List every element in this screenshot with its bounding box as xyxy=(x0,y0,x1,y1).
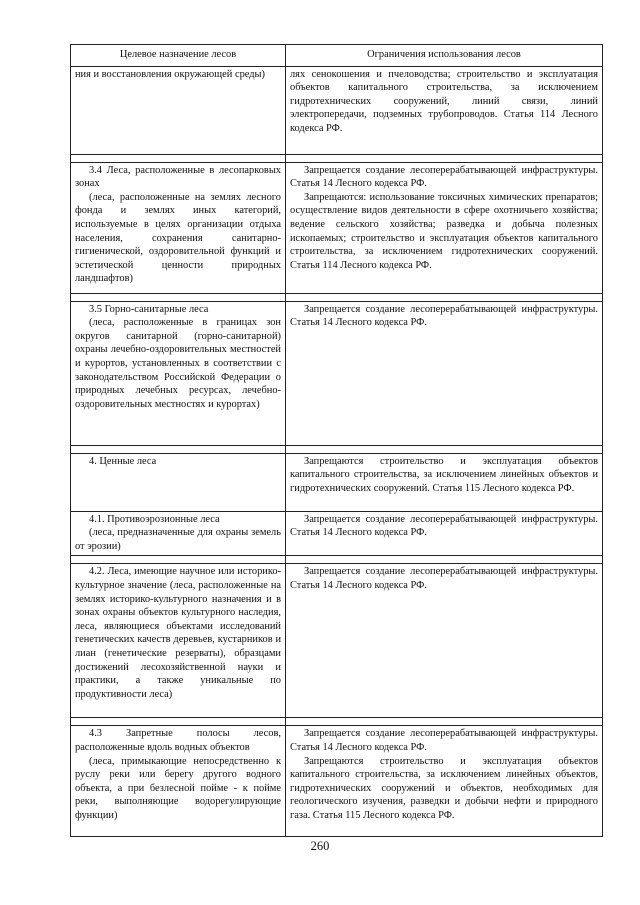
cell-heading: 4.1. Противоэрозионные леса xyxy=(89,513,220,525)
cell-purpose xyxy=(71,564,286,718)
cell-text: ния и восстановления окружающей среды) xyxy=(75,68,265,80)
cell-purpose xyxy=(71,453,286,511)
cell-restrictions xyxy=(286,301,603,445)
cell-text: Запрещаются строительство и эксплуатация объектов капитального строительства, за исключением линейных объектов и гидротехнических сооружений. Статья 115 Лесного кодекса РФ. xyxy=(290,455,598,494)
cell-purpose xyxy=(71,162,286,293)
table-row xyxy=(71,511,603,556)
cell-text: (леса, предназначенные для охраны земель от эрозии) xyxy=(75,527,281,552)
table-row xyxy=(71,66,603,154)
table-row xyxy=(71,162,603,293)
cell-text: лях сенокошения и пчеловодства; строительство и эксплуатация объектов капитального строительства, за исключением гидротехнических сооружений, линий связи, линий электропередачи, подземных трубопроводов. Статья 114 Лесного кодекса РФ. xyxy=(290,68,598,134)
cell-text: Запрещается создание лесоперерабатывающей инфраструктуры. Статья 14 Лесного кодекса РФ. xyxy=(290,728,598,753)
table-row xyxy=(71,726,603,837)
header-purpose: Целевое назначение лесов xyxy=(71,45,286,67)
cell-text: Запрещаются: использование токсичных химических препаратов; осуществление видов деятельности в сфере охотничьего хозяйства; ведение сельского хозяйства; разведка и добыча полезных ископаемых; строительство и эксплуатация объектов капитального строительства, за исключением гидротехнических сооружений. Статья 114 Лесного кодекса РФ. xyxy=(290,191,598,271)
cell-heading: 3.5 Горно-санитарные леса xyxy=(89,303,209,315)
cell-text: Запрещаются строительство и эксплуатация объектов капитального строительства, за исключением линейных объектов, гидротехнических сооружений и объектов, необходимых для геологического изучения, разведки и добычи нефти и природного газа. Статья 115 Лесного кодекса РФ. xyxy=(290,755,598,821)
cell-text: Запрещается создание лесоперерабатывающей инфраструктуры. Статья 14 Лесного кодекса РФ. xyxy=(290,566,598,591)
cell-text: (леса, примыкающие непосредственно к руслу реки или берегу другого водного объекта, а при безлесной пойме - к пойме реки, выполняющие водорегулирующие функции) xyxy=(75,755,281,821)
cell-purpose xyxy=(71,511,286,556)
cell-heading: 4. Ценные леса xyxy=(89,455,157,467)
table-row xyxy=(71,564,603,718)
cell-heading: 3.4 Леса, расположенные в лесопарковых зонах xyxy=(75,164,281,190)
table-header-row xyxy=(71,45,603,67)
cell-text: (леса, расположенные на землях лесного фонда и землях иных категорий, используемые в целях организации отдыха населения, сохранения санитарно-гигиенической, оздоровительной функций и эстетической ценности природных ландшафтов) xyxy=(75,191,281,285)
cell-text: (леса, расположенные в границах зон округов санитарной (горно-санитарной) охраны лечебно-оздоровительных местностей и курортов, установленных в соответствии с законодательством Российской Федерации о природных лечебных ресурсах, лечебно-оздоровительных местностях и курортах) xyxy=(75,317,281,410)
forest-restrictions-table xyxy=(70,44,603,837)
cell-purpose xyxy=(71,301,286,445)
cell-restrictions xyxy=(286,66,603,154)
table-row xyxy=(71,453,603,511)
cell-restrictions xyxy=(286,453,603,511)
cell-text: Запрещается создание лесоперерабатывающей инфраструктуры. Статья 14 Лесного кодекса РФ. xyxy=(290,513,598,539)
cell-text: 4.2. Леса, имеющие научное или историко-культурное значение (леса, расположенные на землях историко-культурного назначения и в зонах охраны объектов культурного наследия, леса, являющиеся объектами исследований генетических качеств деревьев, кустарников и лиан (генетические резерваты), образцами достижений лесохозяйственной науки и практики, а также уникальные по продуктивности леса) xyxy=(75,566,281,700)
cell-text: Запрещается создание лесоперерабатывающей инфраструктуры. Статья 14 Лесного кодекса РФ. xyxy=(290,303,598,329)
table-row xyxy=(71,301,603,445)
cell-restrictions xyxy=(286,511,603,556)
cell-purpose xyxy=(71,726,286,837)
cell-restrictions xyxy=(286,564,603,718)
page-number: 260 xyxy=(310,839,330,853)
header-restrictions: Ограничения использования лесов xyxy=(286,45,603,67)
cell-restrictions xyxy=(286,726,603,837)
cell-text: Запрещается создание лесоперерабатывающей инфраструктуры. Статья 14 Лесного кодекса РФ. xyxy=(290,164,598,190)
cell-restrictions xyxy=(286,162,603,293)
cell-purpose xyxy=(71,66,286,154)
cell-heading: 4.3 Запретные полосы лесов, расположенные вдоль водных объектов xyxy=(75,728,281,753)
